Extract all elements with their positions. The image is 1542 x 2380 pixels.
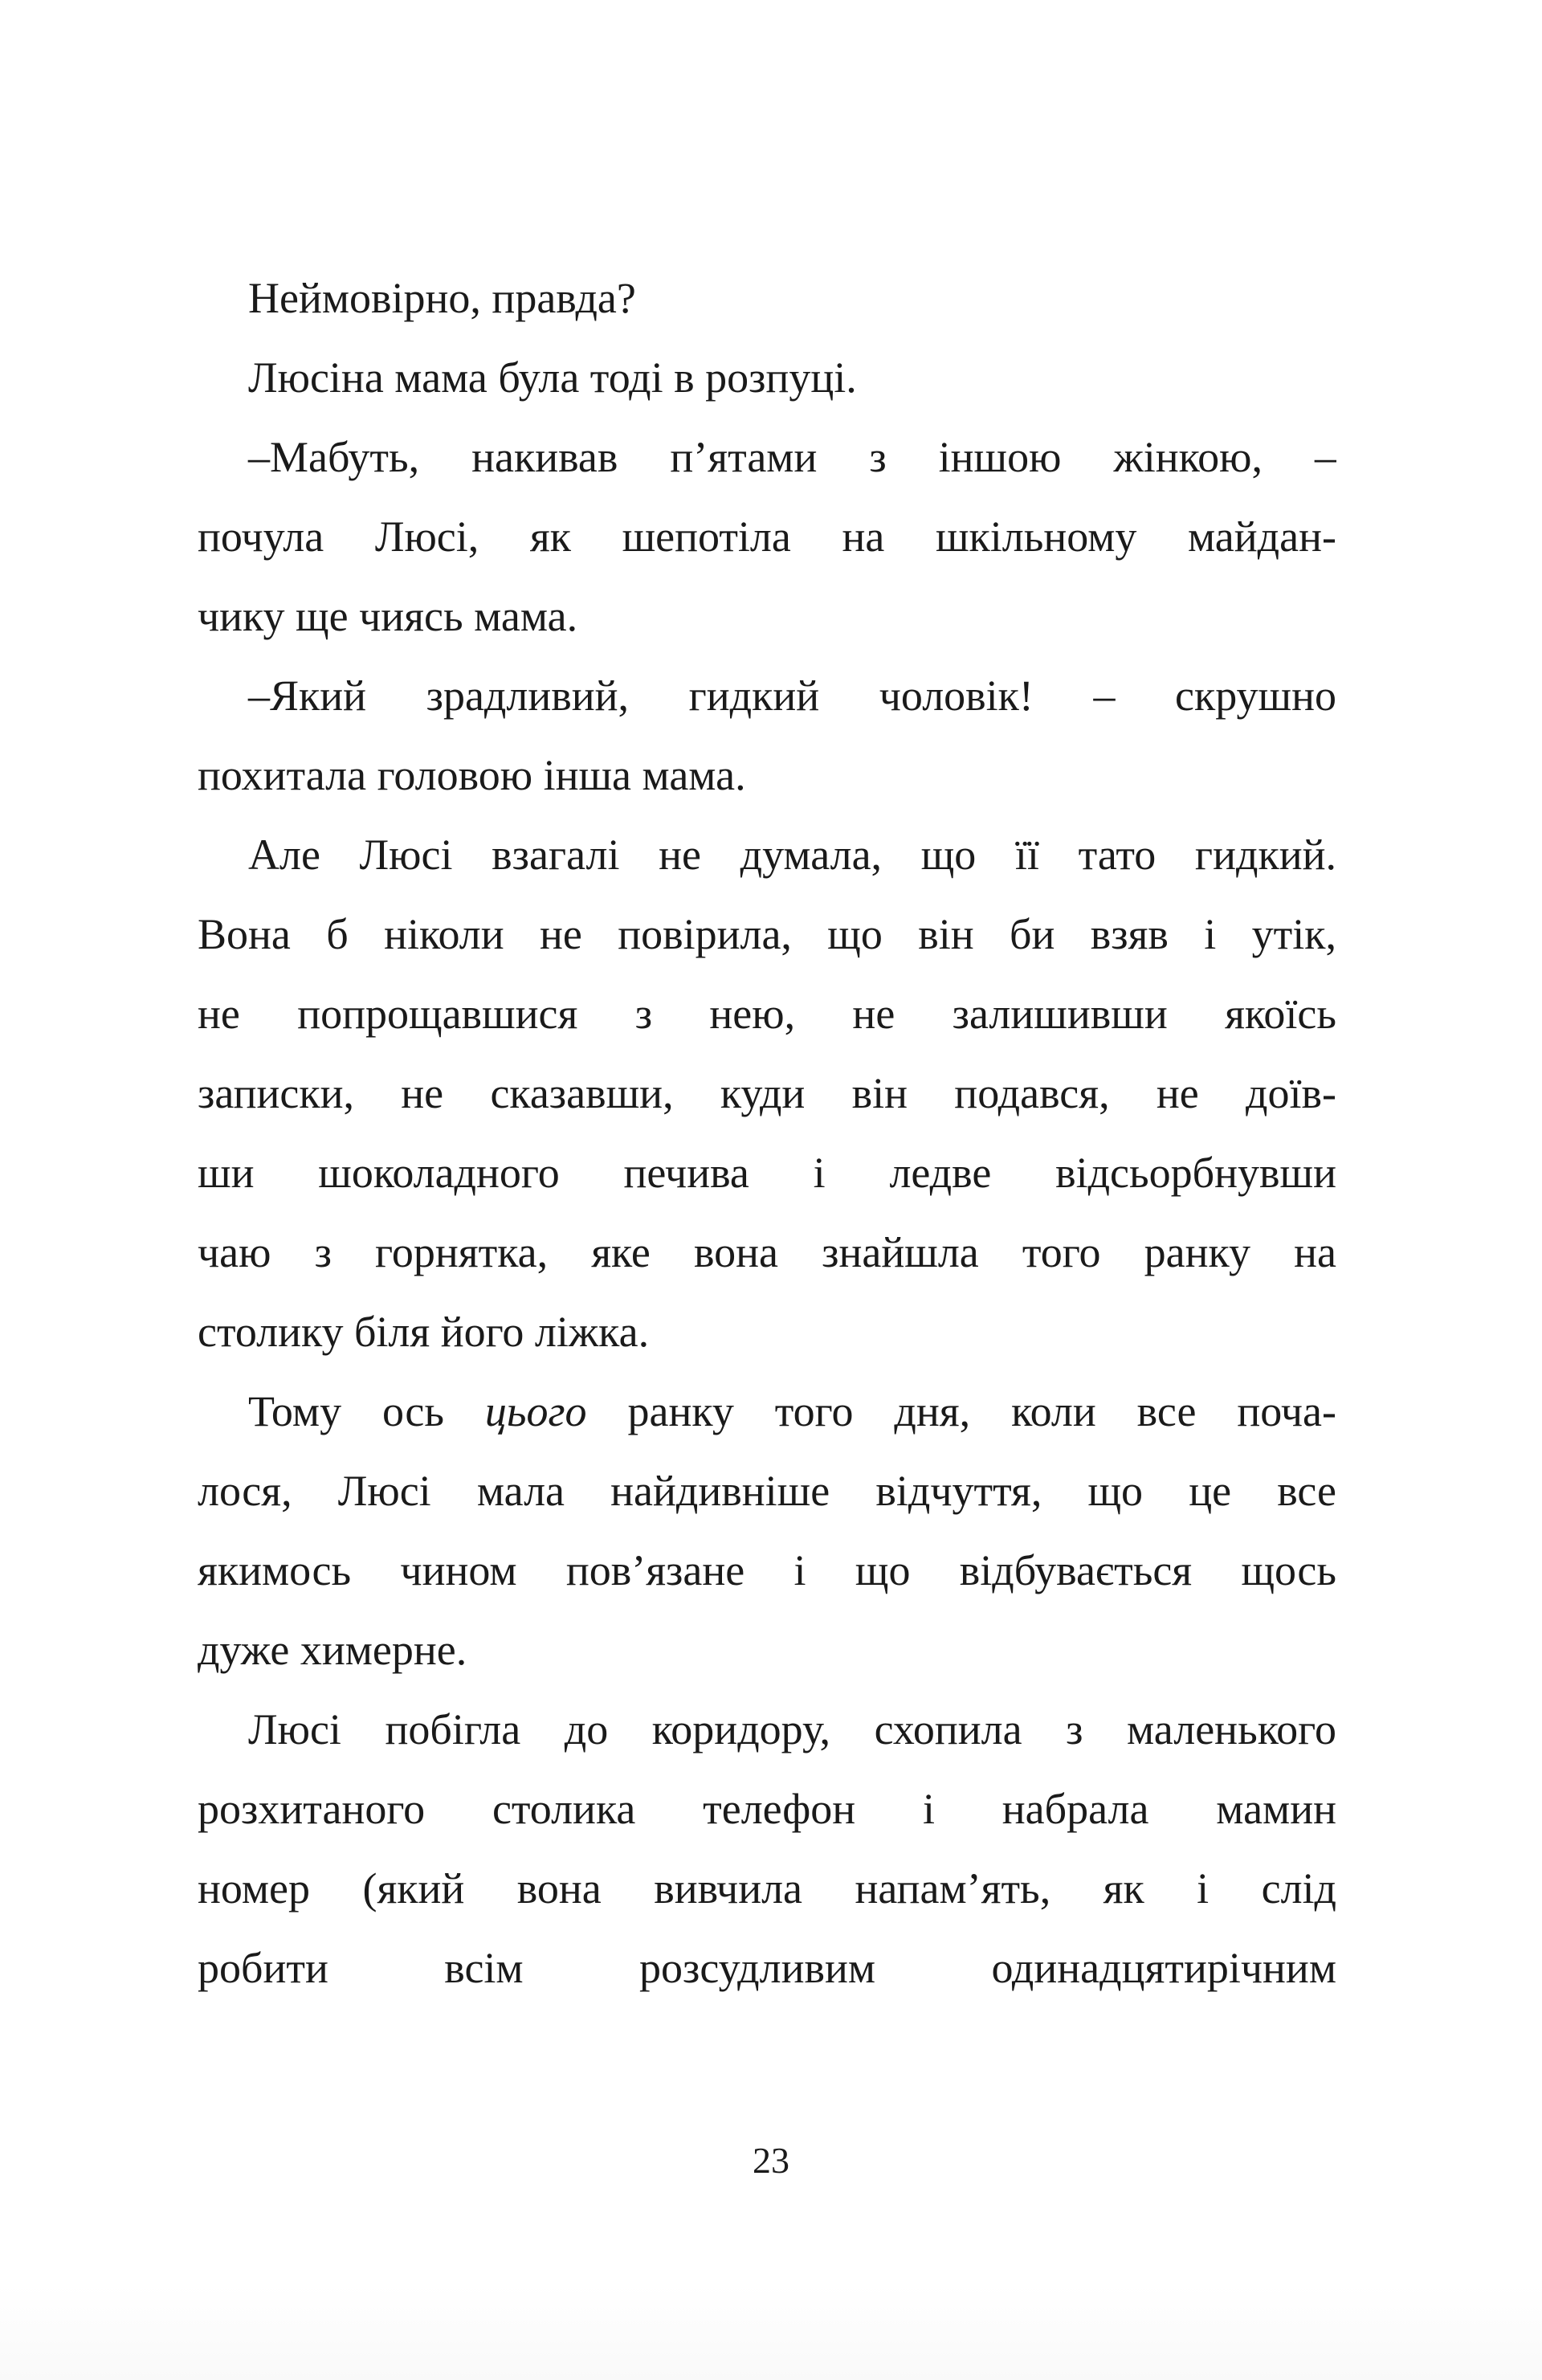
text-segment: Тому ось [248, 1387, 485, 1435]
text-line [198, 1372, 1336, 1451]
text-line: Вона б ніколи не повірила, що він би взяв і утік, [198, 910, 1336, 958]
text-line: Люсі побігла до коридору, схопила з маленького [248, 1705, 1336, 1753]
page-body-text [198, 259, 1336, 2008]
text-line: –Мабуть, накивав п’ятами з іншою жінкою, – [248, 433, 1336, 481]
text-line: Неймовірно, правда? [248, 274, 636, 322]
italic-emphasis: цього [484, 1387, 587, 1435]
page-number: 23 [753, 2140, 789, 2181]
text-line: лося, Люсі мала найдивніше відчуття, що це все [198, 1467, 1336, 1515]
text-line: не попрощавшися з нею, не залишивши якоїсь [198, 990, 1336, 1038]
text-line: Люсіна мама була тоді в розпуці. [248, 353, 857, 402]
text-line: –Який зрадливий, гидкий чоловік! – скрушно [248, 672, 1336, 720]
text-line: чику ще чиясь мама. [198, 592, 578, 640]
text-line: робити всім розсудливим одинадцятирічним [198, 1944, 1336, 1992]
text-line: чаю з горнятка, яке вона знайшла того ранку на [198, 1228, 1336, 1276]
text-line: якимось чином пов’язане і що відбувається щось [198, 1546, 1336, 1594]
text-segment: ранку того дня, коли все поча- [586, 1387, 1336, 1435]
text-line: Але Люсі взагалі не думала, що її тато гидкий. [248, 831, 1336, 879]
text-line: розхитаного столика телефон і набрала мамин [198, 1785, 1336, 1833]
text-line: ши шоколадного печива і ледве відсьорбнувши [198, 1149, 1336, 1197]
text-line: дуже химерне. [198, 1626, 467, 1674]
text-line: почула Люсі, як шепотіла на шкільному майдан- [198, 512, 1336, 561]
text-line: похитала головою інша мама. [198, 751, 746, 799]
text-line: номер (який вона вивчила напам’ять, як і слід [198, 1864, 1336, 1913]
text-line: столику біля його ліжка. [198, 1308, 650, 1356]
text-line: записки, не сказавши, куди він подався, не доїв- [198, 1069, 1336, 1117]
